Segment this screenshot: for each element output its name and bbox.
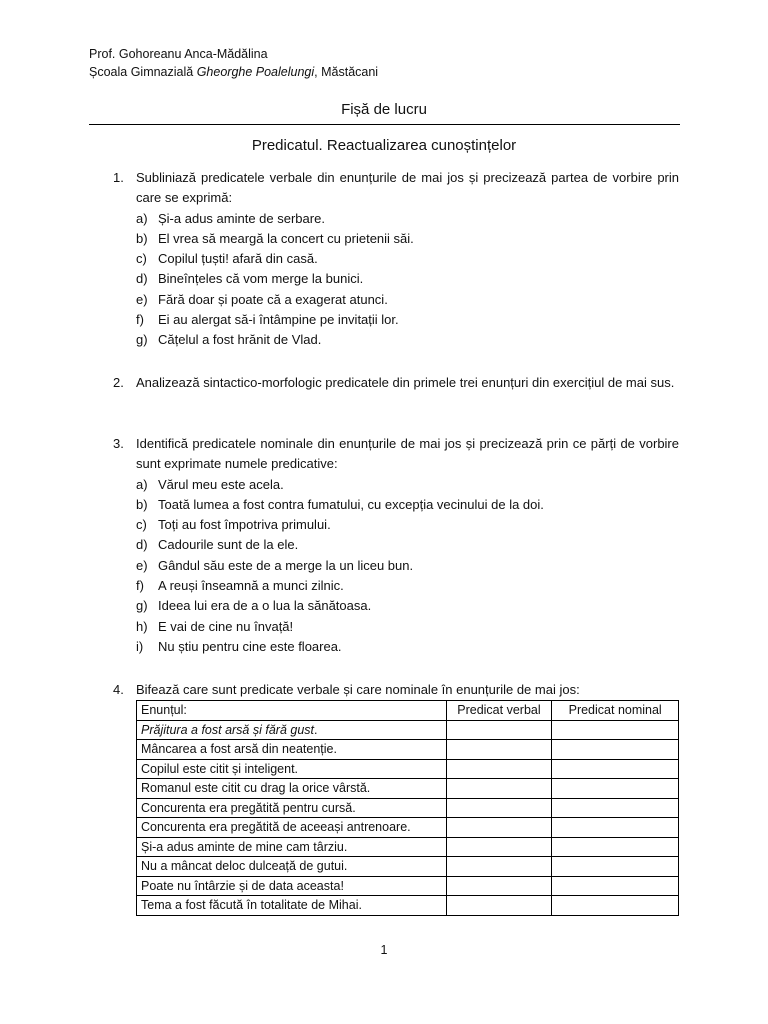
page-subtitle: Predicatul. Reactualizarea cunoștințelor <box>251 137 517 154</box>
list-item <box>136 229 679 249</box>
item-text: Copilul țuști! afară din casă. <box>158 251 318 267</box>
item-text: El vrea să meargă la concert cu prietenii săi. <box>158 230 414 246</box>
list-item <box>136 535 679 555</box>
checkbox-cell-verbal[interactable] <box>446 818 552 838</box>
table-row <box>137 818 679 838</box>
checkbox-cell-nominal[interactable] <box>552 759 679 779</box>
author-name: Prof. Gohoreanu Anca-Mădălina <box>89 47 268 61</box>
sentence-cell: Poate nu întârzie și de data aceasta! <box>137 876 447 896</box>
table-row <box>137 798 679 818</box>
item-text: Și-a adus aminte de serbare. <box>158 210 325 226</box>
exercise-number: 4. <box>113 682 124 697</box>
checkbox-cell-nominal[interactable] <box>552 740 679 760</box>
exercise-number: 1. <box>113 170 124 185</box>
checkbox-cell-verbal[interactable] <box>446 759 552 779</box>
table-row <box>137 720 679 740</box>
list-item <box>136 637 679 657</box>
list-item <box>136 596 679 616</box>
list-item <box>136 290 679 310</box>
checkbox-cell-nominal[interactable] <box>552 837 679 857</box>
school-suffix: , Măstăcani <box>314 65 379 79</box>
table-row <box>137 857 679 877</box>
checkbox-cell-nominal[interactable] <box>552 857 679 877</box>
list-item <box>136 209 679 229</box>
table-row <box>137 779 679 799</box>
exercise-prompt: Subliniază predicatele verbale din enunțurile de mai jos și precizează partea de vorbire prin care se exprimă: <box>136 170 679 206</box>
exercise-number: 2. <box>113 375 124 390</box>
checkbox-cell-verbal[interactable] <box>446 876 552 896</box>
item-text: Toată lumea a fost contra fumatului, cu excepția vecinului de la doi. <box>158 496 544 512</box>
checkbox-cell-verbal[interactable] <box>446 779 552 799</box>
checkbox-cell-verbal[interactable] <box>446 857 552 877</box>
page-number: 1 <box>380 943 388 957</box>
checkbox-cell-nominal[interactable] <box>552 896 679 916</box>
exercise-number: 3. <box>113 436 124 451</box>
checkbox-cell-nominal[interactable] <box>552 876 679 896</box>
checkbox-cell-verbal[interactable] <box>446 837 552 857</box>
item-text: Vărul meu este acela. <box>158 476 284 492</box>
item-letter: c) <box>136 251 147 267</box>
item-letter: a) <box>136 210 148 226</box>
item-letter: c) <box>136 517 147 533</box>
exercise-prompt: Bifează care sunt predicate verbale și care nominale în enunțurile de mai jos: <box>136 682 580 697</box>
table-row <box>137 837 679 857</box>
page-title: Fișă de lucru <box>341 101 427 118</box>
item-letter: e) <box>136 291 148 307</box>
school-prefix: Școala Gimnazială <box>89 65 197 79</box>
header-nominal-predicate: Predicat nominal <box>552 701 679 721</box>
item-letter: b) <box>136 496 148 512</box>
item-text: Toți au fost împotriva primului. <box>158 517 331 533</box>
answer-table <box>136 700 679 916</box>
item-text: Ideea lui era de a o lua la sănătoasa. <box>158 598 372 614</box>
item-letter: b) <box>136 230 148 246</box>
item-letter: i) <box>136 638 144 654</box>
list-item <box>136 475 679 495</box>
sentence-cell: Tema a fost făcută în totalitate de Mihai. <box>137 896 447 916</box>
item-letter: g) <box>136 332 148 348</box>
item-text: A reuși înseamnă a munci zilnic. <box>158 578 344 594</box>
list-item <box>136 330 679 350</box>
school-patron: Gheorghe Poalelungi <box>196 65 315 79</box>
sentence-cell: Copilul este citit și inteligent. <box>137 759 447 779</box>
exercise-4 <box>113 680 679 700</box>
list-item <box>136 556 679 576</box>
item-text: Ei au alergat să-i întâmpine pe invitații lor. <box>158 312 399 328</box>
exercise-1 <box>113 168 679 351</box>
item-letter: a) <box>136 476 148 492</box>
header-sentence: Enunțul: <box>137 701 447 721</box>
checkbox-cell-nominal[interactable] <box>552 818 679 838</box>
list-item <box>136 249 679 269</box>
checkbox-cell-nominal[interactable] <box>552 779 679 799</box>
item-letter: h) <box>136 618 148 634</box>
list-item <box>136 515 679 535</box>
checkbox-cell-nominal[interactable] <box>552 720 679 740</box>
sentence-tail: . <box>314 722 318 737</box>
sentence-cell: Concurenta era pregătită de aceeași antrenoare. <box>137 818 447 838</box>
list-item <box>136 269 679 289</box>
sentence-cell: Și-a adus aminte de mine cam târziu. <box>137 837 447 857</box>
table-row <box>137 876 679 896</box>
list-item <box>136 310 679 330</box>
item-letter: f) <box>136 312 144 328</box>
table-row <box>137 759 679 779</box>
item-text: Cățelul a fost hrănit de Vlad. <box>158 332 322 348</box>
sentence-text: Prăjitura a fost arsă și fără gust <box>141 722 314 737</box>
item-letter: d) <box>136 271 148 287</box>
item-text: Bineînțeles că vom merge la bunici. <box>158 271 364 287</box>
item-letter: f) <box>136 578 144 594</box>
sentence-cell: Nu a mâncat deloc dulceață de gutui. <box>137 857 447 877</box>
item-text: Nu știu pentru cine este floarea. <box>158 638 342 654</box>
list-item <box>136 617 679 637</box>
sentence-cell <box>137 720 447 740</box>
item-text: E vai de cine nu învață! <box>158 618 294 634</box>
checkbox-cell-nominal[interactable] <box>552 798 679 818</box>
item-letter: e) <box>136 557 148 573</box>
item-letter: d) <box>136 537 148 553</box>
checkbox-cell-verbal[interactable] <box>446 896 552 916</box>
item-text: Fără doar și poate că a exagerat atunci. <box>158 291 388 307</box>
item-text: Cadourile sunt de la ele. <box>158 537 299 553</box>
sentence-cell: Romanul este citit cu drag la orice vârstă. <box>137 779 447 799</box>
table-header-row <box>137 701 679 721</box>
checkbox-cell-verbal[interactable] <box>446 720 552 740</box>
checkbox-cell-verbal[interactable] <box>446 740 552 760</box>
header-verbal-predicate: Predicat verbal <box>446 701 552 721</box>
school-name <box>89 63 378 81</box>
title-divider <box>89 124 680 125</box>
sentence-cell: Mâncarea a fost arsă din neatenție. <box>137 740 447 760</box>
table-row <box>137 740 679 760</box>
exercise-prompt: Identifică predicatele nominale din enunțurile de mai jos și precizează prin ce părți de vorbire sunt exprimate numele predicative: <box>136 436 679 472</box>
list-item <box>136 495 679 515</box>
list-item <box>136 576 679 596</box>
exercise-items <box>136 475 679 658</box>
exercise-3 <box>113 434 679 657</box>
item-text: Gândul său este de a merge la un liceu bun. <box>158 557 414 573</box>
author-block <box>89 45 378 81</box>
checkbox-cell-verbal[interactable] <box>446 798 552 818</box>
sentence-cell: Concurenta era pregătită pentru cursă. <box>137 798 447 818</box>
table-row <box>137 896 679 916</box>
exercise-items <box>136 209 679 351</box>
exercise-prompt: Analizează sintactico-morfologic predicatele din primele trei enunțuri din exercițiul de mai sus. <box>136 375 675 390</box>
exercise-2 <box>113 373 679 393</box>
item-letter: g) <box>136 598 148 614</box>
